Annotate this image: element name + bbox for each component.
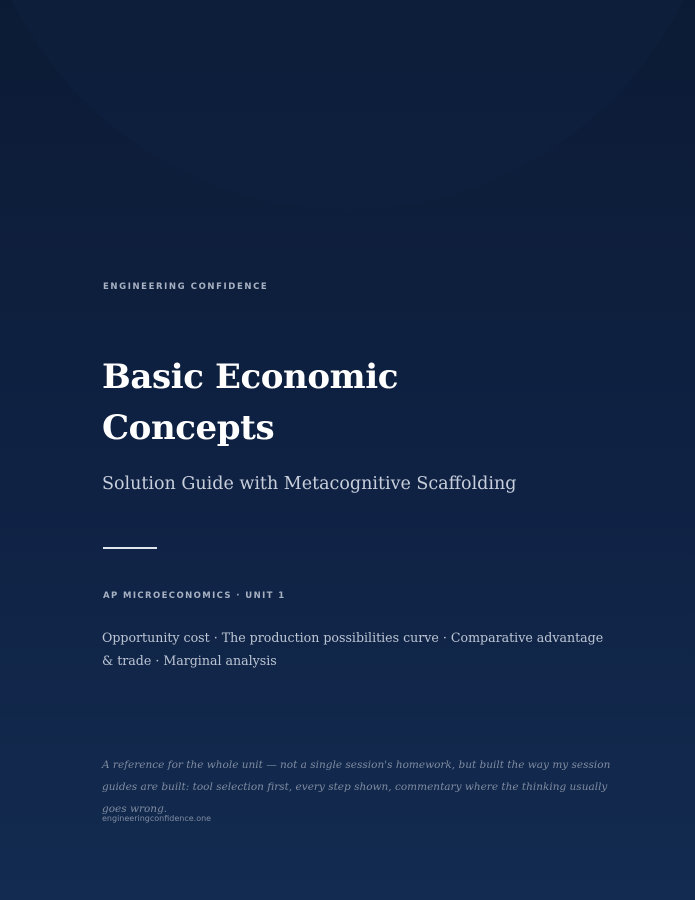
reference-note: A reference for the whole unit — not a single session's homework, but built the way my session guides are built: tool selection first, every step shown, commentary where the thinking usually goes wrong. [102,759,611,815]
brand-eyebrow: ENGINEERING CONFIDENCE [103,282,269,292]
divider [103,547,157,549]
page-title: Basic Economic Concepts [102,357,399,448]
page-subtitle: Solution Guide with Metacognitive Scaffolding [102,474,517,494]
topics-list: Opportunity cost · The production possibilities curve · Comparative advantage & trade · Marginal analysis [102,630,604,668]
website-url: engineeringconfidence.one [102,814,212,823]
course-label: AP MICROECONOMICS · UNIT 1 [103,591,286,601]
